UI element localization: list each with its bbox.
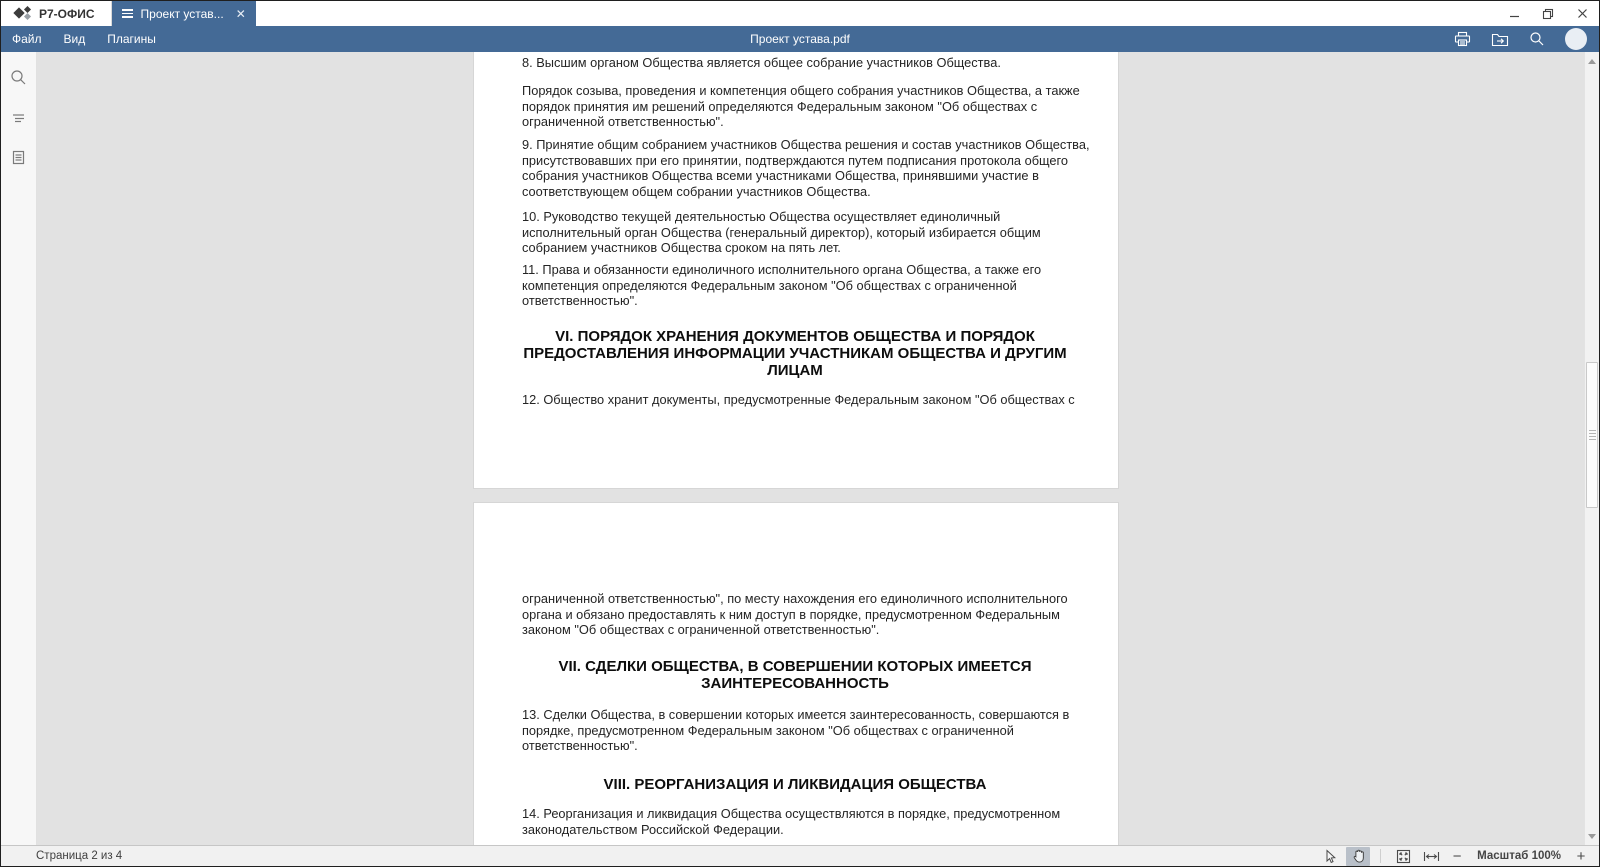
left-sidebar — [1, 52, 37, 845]
vertical-scrollbar[interactable] — [1584, 52, 1599, 845]
thumb-grip-icon — [1589, 430, 1596, 440]
paragraph: 14. Реорганизация и ликвидация Общества осуществляются в порядке, предусмотренном законодательством Российской Федерации. — [522, 806, 1061, 837]
zoom-in-button[interactable]: + — [1576, 847, 1586, 865]
menu-view[interactable]: Вид — [63, 32, 86, 46]
document-tab[interactable] — [112, 1, 256, 26]
menu-actions — [1454, 28, 1599, 50]
document-tab-label: Проект устав... — [140, 6, 224, 21]
menu-file[interactable]: Файл — [12, 32, 42, 46]
status-bar — [1, 845, 1599, 866]
menu-items — [1, 32, 156, 46]
open-file-icon[interactable] — [1491, 32, 1509, 47]
menu-bar — [1, 26, 1599, 52]
paragraph: ограниченной ответственностью", по месту нахождения его единоличного исполнительного органа и обязано предоставлять к ним доступ в порядке, предусмотренном Федеральным законом "Об обществах с ограниченной ответственностью". — [522, 591, 1068, 637]
fit-width-button[interactable] — [1419, 847, 1443, 866]
zoom-out-button[interactable]: − — [1452, 847, 1462, 865]
hamburger-icon[interactable] — [122, 9, 133, 18]
content-area — [1, 52, 1599, 845]
hand-tool-button[interactable] — [1346, 847, 1370, 866]
divider — [1380, 849, 1381, 863]
close-window-button[interactable] — [1565, 1, 1599, 26]
select-cursor-tool-button[interactable] — [1318, 847, 1342, 866]
status-controls — [1318, 847, 1599, 866]
r7-logo-icon — [15, 6, 32, 21]
paragraph: 8. Высшим органом Общества является общее собрание участников Общества. — [522, 55, 1001, 70]
tabbar-spacer — [256, 1, 1497, 26]
scrollbar-thumb[interactable] — [1586, 362, 1598, 508]
document-title: Проект устава.pdf — [750, 32, 850, 46]
search-icon[interactable] — [1529, 31, 1545, 47]
scroll-up-icon[interactable] — [1585, 54, 1599, 68]
window-controls — [1497, 1, 1599, 26]
section-heading: VIII. РЕОРГАНИЗАЦИЯ И ЛИКВИДАЦИЯ ОБЩЕСТВА — [603, 776, 987, 793]
pdf-page-3 — [473, 502, 1119, 845]
menu-plugins[interactable]: Плагины — [107, 32, 156, 46]
sidebar-search-icon[interactable] — [6, 64, 32, 90]
restore-button[interactable] — [1531, 1, 1565, 26]
scroll-down-icon[interactable] — [1585, 829, 1599, 843]
minimize-button[interactable] — [1497, 1, 1531, 26]
print-icon[interactable] — [1454, 31, 1471, 47]
paragraph: 9. Принятие общим собранием участников Общества решения и состав участников Общества, присутствовавших при его принятии, подтверждаются путем подписания протокола общего собрания участников Общества всеми участниками Общества, принявшими участие в соответствующем общем собрании участников Общества. — [522, 137, 1090, 199]
paragraph: 10. Руководство текущей деятельностью Общества осуществляет единоличный исполнительный орган Общества (генеральный директор), который избирается общим собранием участников Общества сроком на пять лет. — [522, 209, 1041, 255]
section-heading: VII. СДЕЛКИ ОБЩЕСТВА, В СОВЕРШЕНИИ КОТОРЫХ ИМЕЕТСЯ ЗАИНТЕРЕСОВАННОСТЬ — [558, 658, 1032, 692]
section-heading: VI. ПОРЯДОК ХРАНЕНИЯ ДОКУМЕНТОВ ОБЩЕСТВА И ПОРЯДОК ПРЕДОСТАВЛЕНИЯ ИНФОРМАЦИИ УЧАСТНИКАМ ОБЩЕСТВА И ДРУГИМ ЛИЦАМ — [523, 328, 1067, 379]
fit-page-button[interactable] — [1391, 847, 1415, 866]
tab-bar — [1, 1, 1599, 26]
brand-tab[interactable] — [1, 1, 112, 26]
document-viewer[interactable] — [37, 52, 1599, 845]
page-indicator: Страница 2 из 4 — [36, 850, 123, 862]
paragraph: 11. Права и обязанности единоличного исполнительного органа Общества, а также его компетенция определяются Федеральным законом "Об обществах с ограниченной ответственностью". — [522, 262, 1042, 308]
brand-tab-label: Р7-ОФИС — [39, 6, 95, 21]
paragraph: 13. Сделки Общества, в совершении которых имеется заинтересованность, совершаются в порядке, предусмотренном Федеральным законом "Об обществах с ограниченной ответственностью". — [522, 707, 1070, 753]
sidebar-page-thumbnails-icon[interactable] — [6, 144, 32, 170]
zoom-level-label: Масштаб 100% — [1477, 850, 1561, 862]
avatar[interactable] — [1565, 28, 1587, 50]
sidebar-headings-icon[interactable] — [6, 104, 32, 130]
tab-close-icon[interactable]: ✕ — [235, 6, 246, 21]
paragraph: Порядок созыва, проведения и компетенция общего собрания участников Общества, а также порядок принятия им решений определяются Федеральным законом "Об обществах с ограниченной ответственностью". — [522, 83, 1080, 129]
pdf-page-2 — [473, 52, 1119, 489]
paragraph: 12. Общество хранит документы, предусмотренные Федеральным законом "Об обществах с — [522, 392, 1075, 407]
